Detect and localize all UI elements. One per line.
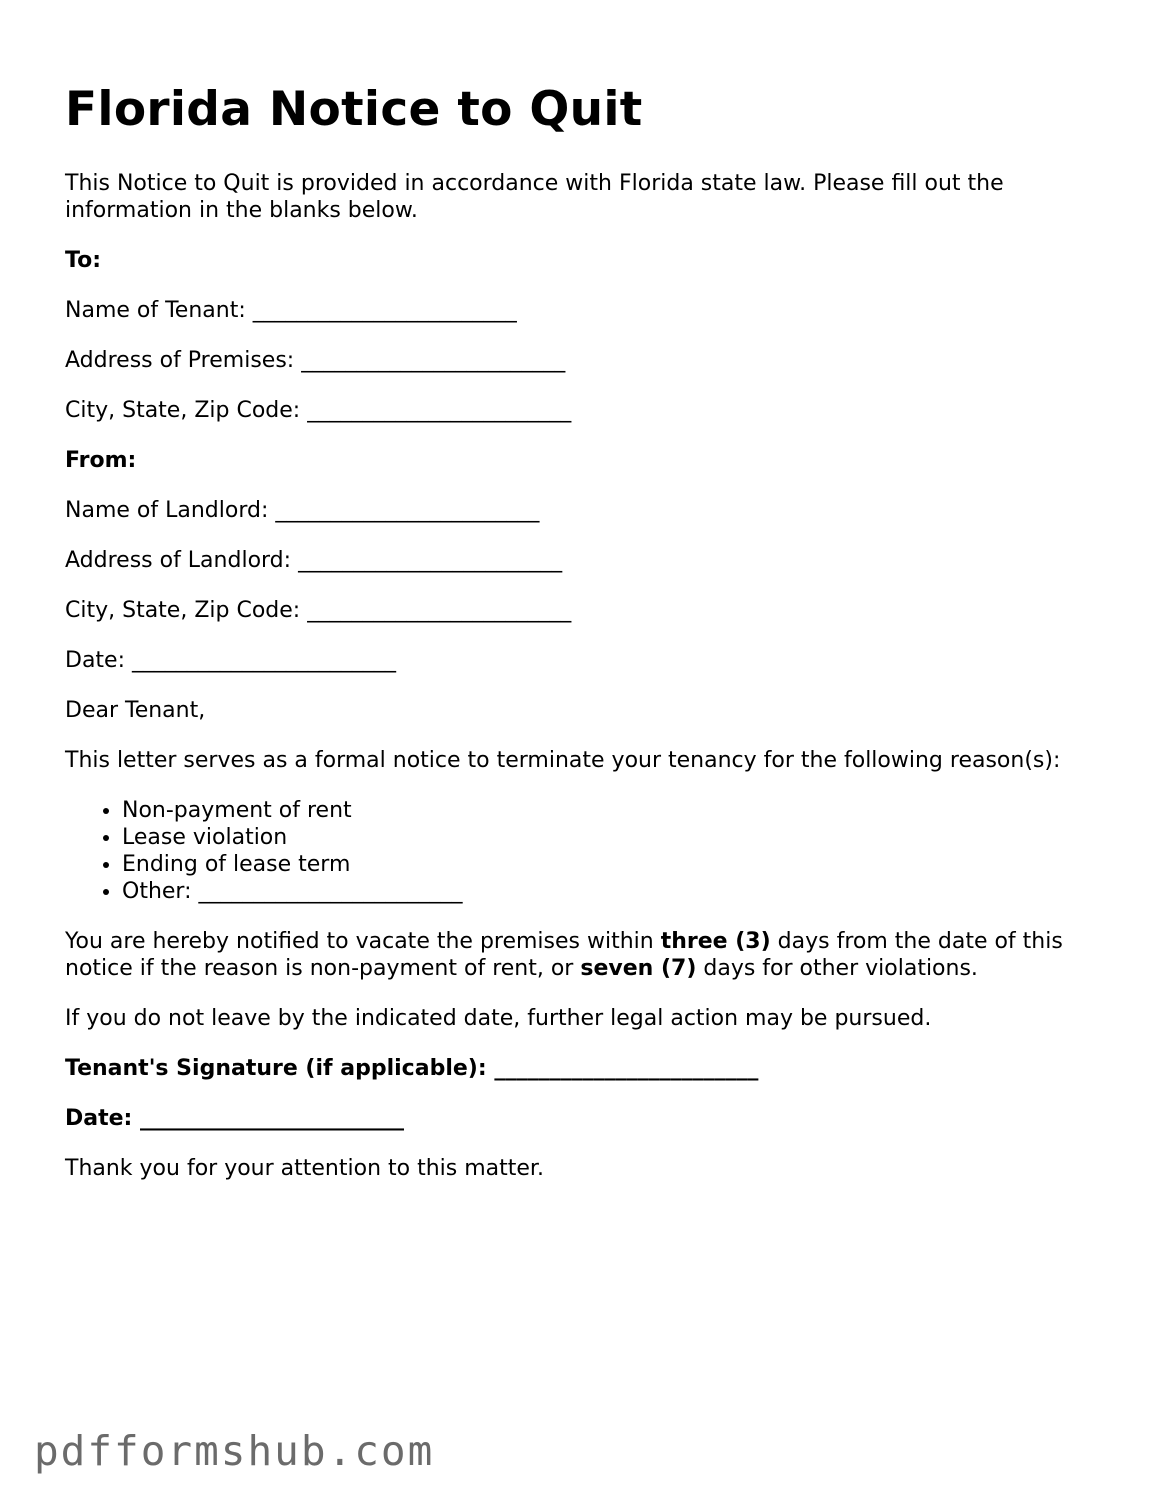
premises-address-label: Address of Premises: xyxy=(65,348,295,373)
landlord-address-blank[interactable]: ________________________ xyxy=(298,548,563,573)
salutation: Dear Tenant, xyxy=(65,698,206,723)
notice-date-blank[interactable]: ________________________ xyxy=(132,648,396,673)
notice-date-field xyxy=(65,647,1125,674)
reason-item-other[interactable]: • Other: ________________________ xyxy=(122,878,1125,905)
vacate-notice-three-days: three (3) xyxy=(660,929,771,954)
document-title: Florida Notice to Quit xyxy=(65,82,643,137)
landlord-city-state-zip-field xyxy=(65,597,1125,624)
landlord-name-blank[interactable]: ________________________ xyxy=(275,498,540,523)
reasons-intro: This letter serves as a formal notice to terminate your tenancy for the following reason(s): xyxy=(65,748,1061,773)
signature-date-blank[interactable]: ________________________ xyxy=(140,1106,405,1131)
landlord-address-label: Address of Landlord: xyxy=(65,548,292,573)
tenant-city-state-zip-blank[interactable]: ________________________ xyxy=(307,398,572,423)
landlord-address-field xyxy=(65,547,1125,574)
vacate-notice-part1: You are hereby notified to vacate the premises within xyxy=(65,929,661,954)
watermark: pdfformshub.com xyxy=(34,1427,435,1475)
premises-address-blank[interactable]: ________________________ xyxy=(301,348,566,373)
document-page xyxy=(65,78,1125,1205)
notice-date-label: Date: xyxy=(65,648,125,673)
reasons-list xyxy=(65,797,1125,905)
vacate-notice-paragraph xyxy=(65,928,1125,982)
landlord-city-state-zip-label: City, State, Zip Code: xyxy=(65,598,301,623)
tenant-name-blank[interactable]: ________________________ xyxy=(252,298,517,323)
tenant-name-label: Name of Tenant: xyxy=(65,298,246,323)
reason-item: • Non-payment of rent xyxy=(122,797,1125,824)
to-heading: To: xyxy=(65,248,101,273)
vacate-notice-part3: days for other violations. xyxy=(696,956,978,981)
reason-item: • Lease violation xyxy=(122,824,1125,851)
landlord-name-label: Name of Landlord: xyxy=(65,498,269,523)
tenant-name-field xyxy=(65,297,1125,324)
landlord-city-state-zip-blank[interactable]: ________________________ xyxy=(307,598,572,623)
signature-date-label: Date: xyxy=(65,1106,133,1131)
tenant-signature-blank[interactable]: ________________________ xyxy=(494,1056,759,1081)
vacate-notice-part2: days from the date of this notice if the reason is non-payment of rent, or xyxy=(65,929,1063,981)
tenant-signature-label: Tenant's Signature (if applicable): xyxy=(65,1056,487,1081)
reason-item: • Ending of lease term xyxy=(122,851,1125,878)
legal-warning: If you do not leave by the indicated date, further legal action may be pursued. xyxy=(65,1006,932,1031)
vacate-notice-seven-days: seven (7) xyxy=(580,956,697,981)
signature-date-field xyxy=(65,1105,1125,1132)
tenant-city-state-zip-label: City, State, Zip Code: xyxy=(65,398,301,423)
closing-line: Thank you for your attention to this matter. xyxy=(65,1156,544,1181)
from-heading: From: xyxy=(65,448,137,473)
landlord-name-field xyxy=(65,497,1125,524)
intro-paragraph: This Notice to Quit is provided in accordance with Florida state law. Please fill out the information in the blanks below. xyxy=(65,171,1004,223)
tenant-signature-field xyxy=(65,1055,1125,1082)
tenant-city-state-zip-field xyxy=(65,397,1125,424)
premises-address-field xyxy=(65,347,1125,374)
